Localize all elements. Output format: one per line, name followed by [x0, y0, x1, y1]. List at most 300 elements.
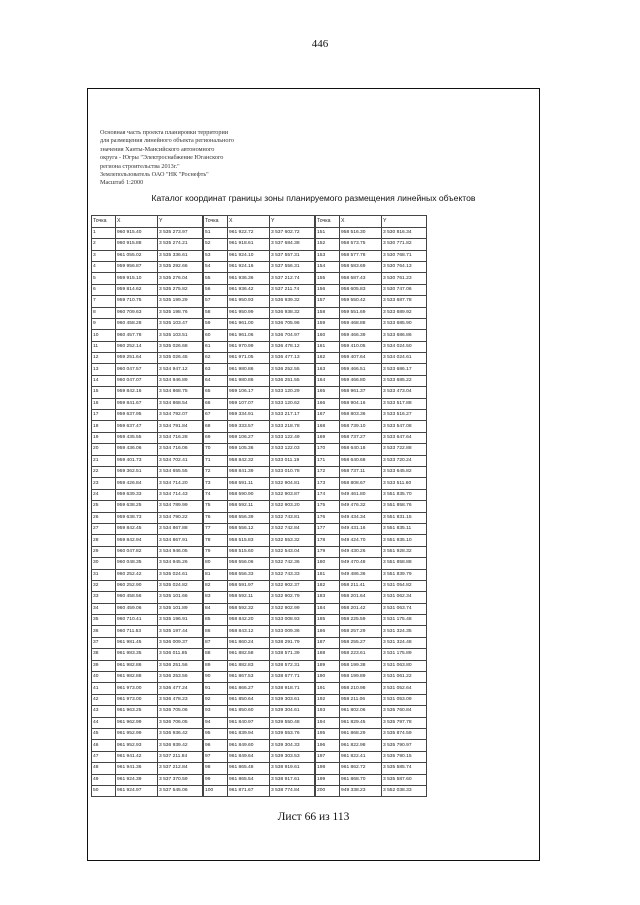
table-row [204, 227, 315, 238]
y-coordinate: 3 535 026.68 [158, 341, 203, 352]
point-number: 168 [316, 421, 340, 432]
y-coordinate: 3 551 839.79 [382, 569, 427, 580]
point-number: 71 [204, 455, 228, 466]
y-coordinate: 3 533 120.62 [270, 398, 315, 409]
table-row [204, 546, 315, 557]
y-coordinate: 3 531 324.35 [382, 626, 427, 637]
y-coordinate: 3 537 211.74 [270, 284, 315, 295]
column-header: Точка [316, 216, 340, 228]
table-row [92, 706, 203, 717]
point-number: 68 [204, 421, 228, 432]
point-number: 53 [204, 250, 228, 261]
x-coordinate: 958 583.69 [340, 261, 382, 272]
x-coordinate: 961 871.67 [228, 785, 270, 796]
table-row [204, 455, 315, 466]
table-row [92, 284, 203, 295]
point-number: 166 [316, 398, 340, 409]
y-coordinate: 3 532 902.79 [270, 592, 315, 603]
y-coordinate: 3 534 868.75 [158, 387, 203, 398]
x-coordinate: 961 941.42 [116, 751, 158, 762]
column-header: X [116, 216, 158, 228]
y-coordinate: 3 536 252.55 [270, 364, 315, 375]
x-coordinate: 959 333.57 [228, 421, 270, 432]
x-coordinate: 961 980.86 [228, 375, 270, 386]
y-coordinate: 3 531 052.64 [382, 683, 427, 694]
table-row [92, 717, 203, 728]
y-coordinate: 3 552 038.33 [382, 785, 427, 796]
x-coordinate: 960 709.63 [116, 307, 158, 318]
point-number: 42 [92, 694, 116, 705]
y-coordinate: 3 530 761.23 [382, 273, 427, 284]
table-row [316, 421, 427, 432]
x-coordinate: 961 850.60 [228, 706, 270, 717]
table-row [92, 785, 203, 796]
column-header: X [228, 216, 270, 228]
point-number: 57 [204, 296, 228, 307]
table-row [92, 478, 203, 489]
y-coordinate: 3 532 902.37 [270, 580, 315, 591]
table-row [204, 717, 315, 728]
table-row [316, 250, 427, 261]
table-row [316, 728, 427, 739]
x-coordinate: 958 587.43 [340, 273, 382, 284]
table-row [92, 501, 203, 512]
point-number: 70 [204, 444, 228, 455]
table-row [316, 353, 427, 364]
y-coordinate: 3 536 009.37 [158, 637, 203, 648]
x-coordinate: 958 842.20 [228, 615, 270, 626]
point-number: 156 [316, 284, 340, 295]
table-row [204, 637, 315, 648]
point-number: 17 [92, 410, 116, 421]
y-coordinate: 3 551 858.88 [382, 558, 427, 569]
y-coordinate: 3 532 742.84 [270, 523, 315, 534]
y-coordinate: 3 534 024.61 [382, 353, 427, 364]
table-row [316, 296, 427, 307]
table-row [204, 330, 315, 341]
table-row [92, 307, 203, 318]
point-number: 49 [92, 774, 116, 785]
point-number: 65 [204, 387, 228, 398]
x-coordinate: 961 971.05 [228, 353, 270, 364]
table-row [204, 523, 315, 534]
x-coordinate: 960 252.14 [116, 341, 158, 352]
y-coordinate: 3 534 868.54 [158, 398, 203, 409]
table-row [204, 467, 315, 478]
table-row [92, 444, 203, 455]
y-coordinate: 3 535 199.29 [158, 296, 203, 307]
table-row [92, 467, 203, 478]
point-number: 14 [92, 375, 116, 386]
point-number: 60 [204, 330, 228, 341]
x-coordinate: 958 842.32 [228, 455, 270, 466]
point-number: 196 [316, 740, 340, 751]
x-coordinate: 961 982.86 [116, 660, 158, 671]
y-coordinate: 3 533 647.64 [382, 432, 427, 443]
table-header-row [204, 216, 315, 228]
x-coordinate: 949 430.26 [340, 546, 382, 557]
table-row [316, 387, 427, 398]
point-number: 189 [316, 660, 340, 671]
table-row [92, 660, 203, 671]
point-number: 192 [316, 694, 340, 705]
table-row [92, 774, 203, 785]
point-number: 58 [204, 307, 228, 318]
table-row [204, 580, 315, 591]
x-coordinate: 960 459.06 [116, 603, 158, 614]
x-coordinate: 960 915.40 [116, 227, 158, 238]
y-coordinate: 3 535 197.44 [158, 626, 203, 637]
point-number: 162 [316, 353, 340, 364]
x-coordinate: 961 839.94 [228, 728, 270, 739]
point-number: 92 [204, 694, 228, 705]
y-coordinate: 3 537 602.72 [270, 227, 315, 238]
point-number: 185 [316, 615, 340, 626]
x-coordinate: 960 047.07 [116, 375, 158, 386]
point-number: 169 [316, 432, 340, 443]
table-row [92, 239, 203, 250]
x-coordinate: 959 466.39 [340, 330, 382, 341]
table-row [316, 546, 427, 557]
y-coordinate: 3 531 063.80 [382, 660, 427, 671]
point-number: 11 [92, 341, 116, 352]
x-coordinate: 958 573.75 [340, 239, 382, 250]
y-coordinate: 3 536 477.13 [270, 353, 315, 364]
y-coordinate: 3 533 720.24 [382, 455, 427, 466]
x-coordinate: 959 106.27 [228, 432, 270, 443]
y-coordinate: 3 530 747.06 [382, 284, 427, 295]
catalog-title: Каталог координат границы зоны планируемого размещения линейных объектов [151, 193, 476, 203]
x-coordinate: 949 338.23 [340, 785, 382, 796]
y-coordinate: 3 535 292.66 [158, 261, 203, 272]
x-coordinate: 959 915.10 [116, 273, 158, 284]
table-row [204, 261, 315, 272]
x-coordinate: 959 407.64 [340, 353, 382, 364]
x-coordinate: 961 973.00 [116, 683, 158, 694]
x-coordinate: 961 865.48 [228, 763, 270, 774]
x-coordinate: 961 918.61 [228, 239, 270, 250]
table-row [92, 330, 203, 341]
y-coordinate: 3 551 835.11 [382, 523, 427, 534]
y-coordinate: 3 551 928.32 [382, 546, 427, 557]
x-coordinate: 961 865.54 [228, 774, 270, 785]
y-coordinate: 3 534 867.88 [158, 523, 203, 534]
table-row [204, 478, 315, 489]
point-number: 24 [92, 489, 116, 500]
table-row [92, 250, 203, 261]
point-number: 100 [204, 785, 228, 796]
table-row [316, 615, 427, 626]
x-coordinate: 961 983.35 [116, 649, 158, 660]
x-coordinate: 949 476.32 [340, 501, 382, 512]
y-coordinate: 3 531 061.22 [382, 672, 427, 683]
y-coordinate: 3 534 947.12 [158, 364, 203, 375]
point-number: 26 [92, 512, 116, 523]
x-coordinate: 959 637.95 [116, 410, 158, 421]
table-row [316, 284, 427, 295]
table-row [316, 330, 427, 341]
y-coordinate: 3 538 917.61 [270, 774, 315, 785]
y-coordinate: 3 533 473.04 [382, 387, 427, 398]
x-coordinate: 958 961.37 [340, 387, 382, 398]
table-row [92, 432, 203, 443]
table-row [92, 535, 203, 546]
y-coordinate: 3 533 686.17 [382, 364, 427, 375]
table-header-row [316, 216, 427, 228]
table-row [92, 603, 203, 614]
y-coordinate: 3 530 771.82 [382, 239, 427, 250]
point-number: 187 [316, 637, 340, 648]
point-number: 161 [316, 341, 340, 352]
x-coordinate: 949 461.80 [340, 489, 382, 500]
x-coordinate: 960 252.90 [116, 580, 158, 591]
y-coordinate: 3 551 935.10 [382, 535, 427, 546]
point-number: 94 [204, 717, 228, 728]
x-coordinate: 959 551.69 [340, 307, 382, 318]
table-row [316, 341, 427, 352]
point-number: 93 [204, 706, 228, 717]
point-number: 159 [316, 318, 340, 329]
x-coordinate: 960 048.35 [116, 558, 158, 569]
table-row [92, 261, 203, 272]
x-coordinate: 959 637.47 [116, 421, 158, 432]
table-row [92, 763, 203, 774]
x-coordinate: 961 922.72 [228, 227, 270, 238]
y-coordinate: 3 533 722.88 [382, 444, 427, 455]
table-row [92, 637, 203, 648]
table-row [92, 694, 203, 705]
table-row [316, 637, 427, 648]
y-coordinate: 3 535 276.04 [158, 273, 203, 284]
x-coordinate: 958 737.27 [340, 432, 382, 443]
table-row [316, 444, 427, 455]
point-number: 78 [204, 535, 228, 546]
header-line: Масштаб 1:2000 [100, 179, 144, 187]
point-number: 15 [92, 387, 116, 398]
point-number: 183 [316, 592, 340, 603]
x-coordinate: 961 961.06 [228, 330, 270, 341]
x-coordinate: 961 867.53 [228, 672, 270, 683]
x-coordinate: 959 466.51 [340, 364, 382, 375]
x-coordinate: 961 950.93 [228, 296, 270, 307]
table-row [92, 341, 203, 352]
point-number: 3 [92, 250, 116, 261]
x-coordinate: 958 223.61 [340, 649, 382, 660]
coordinate-table [315, 215, 427, 797]
x-coordinate: 959 841.67 [116, 398, 158, 409]
table-row [204, 683, 315, 694]
table-row [316, 398, 427, 409]
table-row [316, 569, 427, 580]
y-coordinate: 3 534 716.06 [158, 444, 203, 455]
table-row [316, 478, 427, 489]
point-number: 195 [316, 728, 340, 739]
point-number: 54 [204, 261, 228, 272]
x-coordinate: 961 849.64 [228, 751, 270, 762]
x-coordinate: 961 802.06 [340, 706, 382, 717]
point-number: 96 [204, 740, 228, 751]
table-row [204, 512, 315, 523]
table-row [316, 239, 427, 250]
y-coordinate: 3 532 743.33 [270, 569, 315, 580]
point-number: 47 [92, 751, 116, 762]
y-coordinate: 3 533 009.36 [270, 626, 315, 637]
point-number: 19 [92, 432, 116, 443]
header-line: Землепользователь ОАО "НК "Роснефть" [100, 171, 209, 179]
y-coordinate: 3 537 370.59 [158, 774, 203, 785]
y-coordinate: 3 531 175.48 [382, 615, 427, 626]
document-frame [87, 88, 540, 861]
x-coordinate: 961 970.99 [228, 341, 270, 352]
y-coordinate: 3 539 304.33 [270, 740, 315, 751]
y-coordinate: 3 535 336.61 [158, 250, 203, 261]
table-row [204, 284, 315, 295]
point-number: 158 [316, 307, 340, 318]
x-coordinate: 961 950.99 [228, 307, 270, 318]
y-coordinate: 3 537 211.84 [158, 751, 203, 762]
point-number: 43 [92, 706, 116, 717]
point-number: 200 [316, 785, 340, 796]
point-number: 179 [316, 546, 340, 557]
point-number: 79 [204, 546, 228, 557]
y-coordinate: 3 533 517.88 [382, 398, 427, 409]
table-row [92, 751, 203, 762]
y-coordinate: 3 536 251.56 [158, 660, 203, 671]
y-coordinate: 3 537 684.38 [270, 239, 315, 250]
y-coordinate: 3 536 706.05 [158, 717, 203, 728]
point-number: 176 [316, 512, 340, 523]
table-row [92, 569, 203, 580]
y-coordinate: 3 536 011.85 [158, 649, 203, 660]
y-coordinate: 3 536 705.06 [158, 706, 203, 717]
point-number: 45 [92, 728, 116, 739]
y-coordinate: 3 536 939.42 [158, 740, 203, 751]
table-row [204, 421, 315, 432]
y-coordinate: 3 530 768.71 [382, 250, 427, 261]
table-row [204, 387, 315, 398]
header-line: округа - Югры "Электроснабжение Юганского [100, 154, 224, 162]
point-number: 36 [92, 626, 116, 637]
point-number: 1 [92, 227, 116, 238]
x-coordinate: 961 860.24 [228, 637, 270, 648]
y-coordinate: 3 534 789.99 [158, 501, 203, 512]
x-coordinate: 949 434.34 [340, 512, 382, 523]
y-coordinate: 3 533 120.29 [270, 387, 315, 398]
y-coordinate: 3 533 686.86 [382, 330, 427, 341]
x-coordinate: 949 431.16 [340, 523, 382, 534]
x-coordinate: 961 962.99 [116, 717, 158, 728]
point-number: 170 [316, 444, 340, 455]
point-number: 86 [204, 626, 228, 637]
x-coordinate: 959 550.42 [340, 296, 382, 307]
table-row [92, 523, 203, 534]
x-coordinate: 958 516.30 [340, 227, 382, 238]
x-coordinate: 961 936.42 [228, 284, 270, 295]
x-coordinate: 961 924.16 [228, 261, 270, 272]
y-coordinate: 3 535 874.59 [382, 728, 427, 739]
table-row [92, 615, 203, 626]
table-row [204, 649, 315, 660]
table-row [204, 398, 315, 409]
x-coordinate: 958 199.38 [340, 660, 382, 671]
x-coordinate: 961 822.98 [340, 740, 382, 751]
point-number: 97 [204, 751, 228, 762]
point-number: 73 [204, 478, 228, 489]
x-coordinate: 960 710.41 [116, 615, 158, 626]
x-coordinate: 961 882.58 [228, 649, 270, 660]
x-coordinate: 959 426.84 [116, 478, 158, 489]
x-coordinate: 958 808.67 [340, 478, 382, 489]
point-number: 167 [316, 410, 340, 421]
table-row [316, 364, 427, 375]
y-coordinate: 3 534 655.55 [158, 467, 203, 478]
table-row [92, 672, 203, 683]
x-coordinate: 961 822.41 [340, 751, 382, 762]
table-row [92, 580, 203, 591]
y-coordinate: 3 537 212.84 [158, 763, 203, 774]
x-coordinate: 961 862.72 [340, 763, 382, 774]
y-coordinate: 3 539 550.48 [270, 717, 315, 728]
table-row [316, 592, 427, 603]
y-coordinate: 3 532 903.87 [270, 489, 315, 500]
point-number: 7 [92, 296, 116, 307]
y-coordinate: 3 534 714.43 [158, 489, 203, 500]
x-coordinate: 961 055.02 [116, 250, 158, 261]
table-row [92, 592, 203, 603]
x-coordinate: 958 592.32 [228, 603, 270, 614]
x-coordinate: 958 211.41 [340, 580, 382, 591]
y-coordinate: 3 533 122.03 [270, 444, 315, 455]
y-coordinate: 3 534 792.07 [158, 410, 203, 421]
x-coordinate: 958 904.16 [340, 398, 382, 409]
table-row [204, 273, 315, 284]
y-coordinate: 3 538 918.71 [270, 683, 315, 694]
table-row [316, 523, 427, 534]
point-number: 154 [316, 261, 340, 272]
y-coordinate: 3 539 303.53 [270, 751, 315, 762]
point-number: 95 [204, 728, 228, 739]
point-number: 175 [316, 501, 340, 512]
point-number: 184 [316, 603, 340, 614]
point-number: 22 [92, 467, 116, 478]
point-number: 87 [204, 637, 228, 648]
x-coordinate: 958 843.12 [228, 626, 270, 637]
x-coordinate: 961 982.88 [116, 672, 158, 683]
x-coordinate: 959 956.87 [116, 261, 158, 272]
y-coordinate: 3 536 936.42 [158, 728, 203, 739]
table-row [316, 660, 427, 671]
x-coordinate: 961 850.64 [228, 694, 270, 705]
y-coordinate: 3 535 103.51 [158, 330, 203, 341]
point-number: 173 [316, 478, 340, 489]
coordinate-tables [91, 215, 537, 794]
x-coordinate: 959 362.51 [116, 467, 158, 478]
point-number: 28 [92, 535, 116, 546]
coordinate-table [91, 215, 203, 797]
table-row [316, 580, 427, 591]
point-number: 44 [92, 717, 116, 728]
point-number: 8 [92, 307, 116, 318]
y-coordinate: 3 532 904.81 [270, 478, 315, 489]
table-row [204, 307, 315, 318]
point-number: 5 [92, 273, 116, 284]
y-coordinate: 3 535 196.91 [158, 615, 203, 626]
table-row [204, 615, 315, 626]
table-row [316, 307, 427, 318]
column-header: Точка [204, 216, 228, 228]
table-row [204, 432, 315, 443]
point-number: 83 [204, 592, 228, 603]
